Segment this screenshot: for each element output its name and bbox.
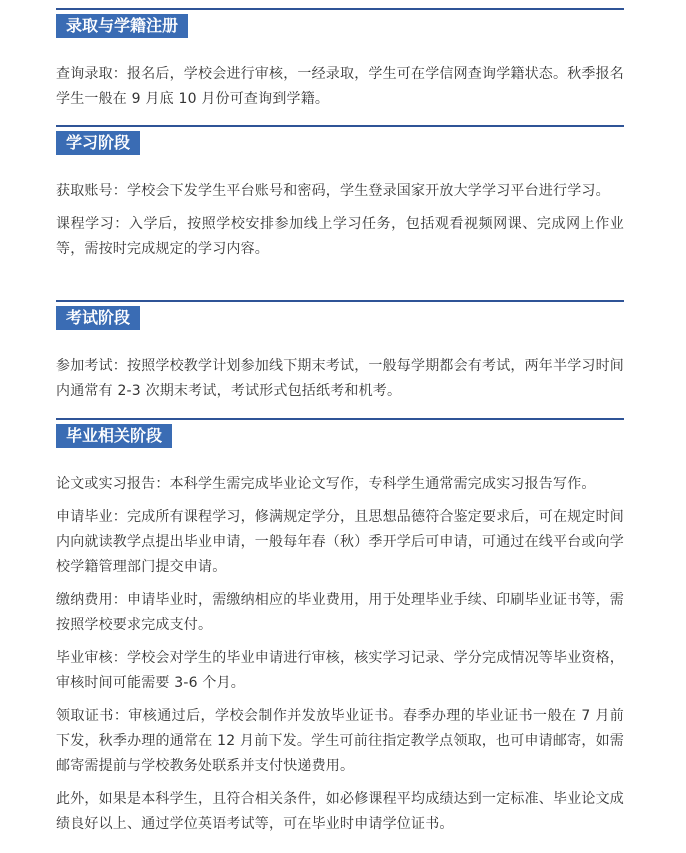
paragraph: 参加考试：按照学校教学计划参加线下期末考试，一般每学期都会有考试，两年半学习时间内通常有 2-3 次期末考试，考试形式包括纸考和机考。 [56,358,624,399]
paragraph: 论文或实习报告：本科学生需完成毕业论文写作，专科学生通常需完成实习报告写作。 [56,476,596,492]
section-divider [56,300,624,302]
paragraph: 缴纳费用：申请毕业时，需缴纳相应的毕业费用，用于处理毕业手续、印刷毕业证书等，需按照学校要求完成支付。 [56,592,624,633]
paragraph: 申请毕业：完成所有课程学习，修满规定学分，且思想品德符合鉴定要求后，可在规定时间内向就读教学点提出毕业申请，一般每年春（秋）季开学后可申请，可通过在线平台或向学校学籍管理部门提交申请。 [56,509,624,575]
paragraph: 课程学习：入学后，按照学校安排参加线上学习任务，包括观看视频网课、完成网上作业等，需按时完成规定的学习内容。 [56,216,624,257]
paragraph: 此外，如果是本科学生，且符合相关条件，如必修课程平均成绩达到一定标准、毕业论文成绩良好以上、通过学位英语考试等，可在毕业时申请学位证书。 [56,791,624,832]
section-divider [56,418,624,420]
paragraph: 毕业审核：学校会对学生的毕业申请进行审核，核实学习记录、学分完成情况等毕业资格，审核时间可能需要 3-6 个月。 [56,650,624,691]
paragraph: 获取账号：学校会下发学生平台账号和密码，学生登录国家开放大学学习平台进行学习。 [56,183,610,199]
paragraph: 领取证书：审核通过后，学校会制作并发放毕业证书。春季办理的毕业证书一般在 7 月前下发，秋季办理的通常在 12 月前下发。学生可前往指定教学点领取，也可申请邮寄，如需邮寄需提前与学校教务处联系并支付快递费用。 [56,708,624,774]
section-enrollment [56,8,624,112]
section-graduation [56,418,624,837]
paragraph: 查询录取：报名后，学校会进行审核，一经录取，学生可在学信网查询学籍状态。秋季报名学生一般在 9 月底 10 月份可查询到学籍。 [56,66,624,107]
section-heading: 考试阶段 [56,306,140,330]
section-heading: 学习阶段 [56,131,140,155]
section-divider [56,125,624,127]
section-divider [56,8,624,10]
section-study [56,125,624,262]
section-heading: 毕业相关阶段 [56,424,172,448]
section-heading: 录取与学籍注册 [56,14,188,38]
section-exam [56,300,624,404]
